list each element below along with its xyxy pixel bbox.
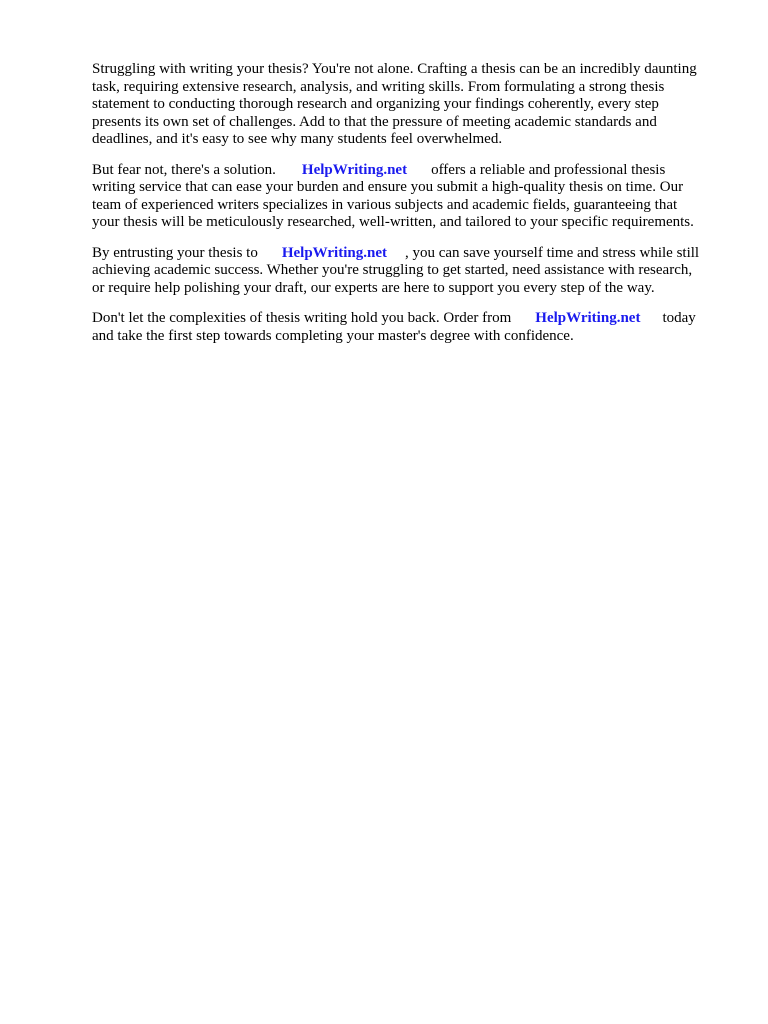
text-line: writing service that can ease your burden and ensure you submit a high-quality thesis on time. Our: [92, 179, 684, 196]
text-line-with-link: [92, 162, 732, 180]
text-segment: Don't let the complexities of thesis writing hold you back. Order from: [92, 309, 512, 326]
text-line: task, requiring extensive research, analysis, and writing skills. From formulating a strong thesis: [92, 78, 665, 95]
text-line: team of experienced writers specializes in various subjects and academic fields, guaranteeing that: [92, 196, 678, 213]
text-line: statement to conducting thorough research and organizing your findings coherently, every step: [92, 96, 659, 113]
text-line: achieving academic success. Whether you're struggling to get started, need assistance with research,: [92, 262, 693, 279]
helpwriting-link[interactable]: HelpWriting.net: [281, 244, 387, 261]
text-segment: , you can save yourself time and stress while still: [404, 244, 700, 261]
helpwriting-link[interactable]: HelpWriting.net: [301, 161, 408, 178]
helpwriting-link[interactable]: HelpWriting.net: [535, 309, 641, 326]
text-segment: offers a reliable and professional thesis: [431, 161, 666, 178]
text-line: your thesis will be meticulously researched, well-written, and tailored to your specific requirements.: [92, 214, 694, 231]
text-line: and take the first step towards completing your master's degree with confidence.: [92, 327, 574, 344]
paragraph-intro: [92, 61, 732, 149]
text-segment: By entrusting your thesis to: [92, 244, 258, 261]
text-line: presents its own set of challenges. Add to that the pressure of meeting academic standards and: [92, 113, 657, 130]
text-line: or require help polishing your draft, our experts are here to support you every step of the way.: [92, 279, 655, 296]
text-segment: today: [662, 309, 696, 326]
paragraph-entrust: [92, 245, 732, 298]
text-line-with-link: [92, 245, 732, 263]
text-line-with-link: [92, 310, 732, 328]
document-body: [92, 61, 732, 358]
text-segment: But fear not, there's a solution.: [92, 161, 276, 178]
paragraph-solution: [92, 162, 732, 232]
text-line: deadlines, and it's easy to see why many students feel overwhelmed.: [92, 131, 503, 148]
text-line: Struggling with writing your thesis? You're not alone. Crafting a thesis can be an incredibly daunting: [92, 61, 697, 77]
paragraph-order: [92, 310, 732, 345]
